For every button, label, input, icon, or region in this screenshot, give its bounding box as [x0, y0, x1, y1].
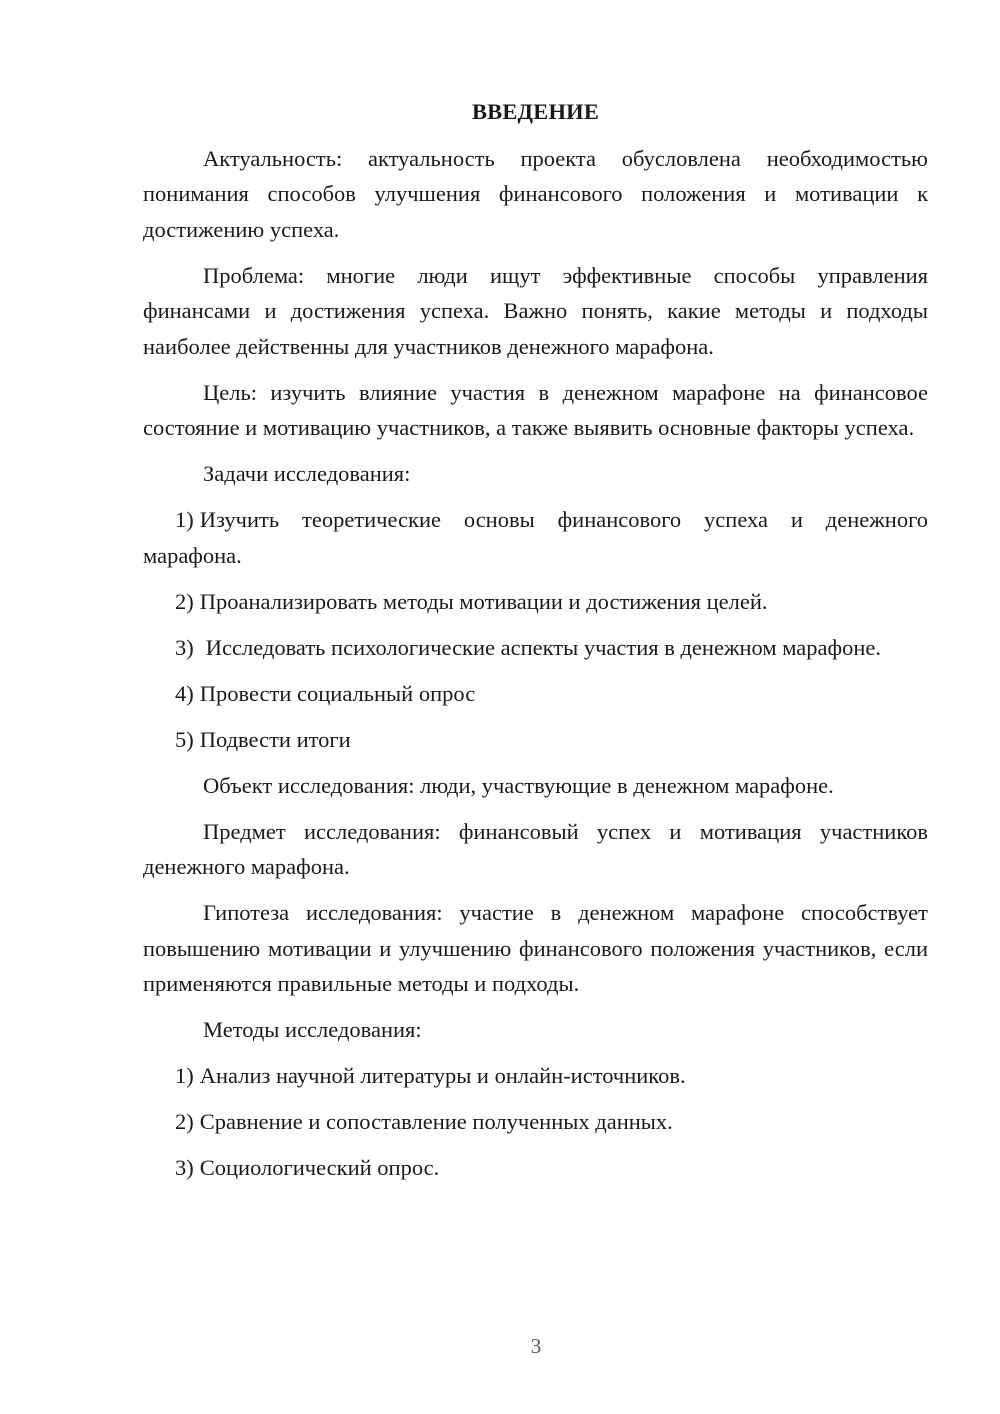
task-number: 1)	[175, 507, 194, 532]
goal-paragraph: Цель: изучить влияние участия в денежном марафоне на финансовое состояние и мотивацию участников, а также выявить основные факторы успеха.	[143, 379, 928, 440]
task-text: Подвести итоги	[199, 726, 351, 752]
relevance-paragraph: Актуальность: актуальность проекта обусловлена необходимостью понимания способов улучшения финансового положения и мотивации к достижению успеха.	[143, 145, 928, 242]
task-text: Проанализировать методы мотивации и достижения целей.	[199, 588, 768, 614]
task-number: 2)	[175, 588, 194, 614]
page-number: 3	[530, 1334, 542, 1358]
task-item-3	[143, 630, 928, 666]
method-number: 2)	[175, 1109, 194, 1134]
method-text: Сравнение и сопоставление полученных данных.	[199, 1109, 673, 1134]
task-item-5	[143, 722, 928, 758]
object-paragraph: Объект исследования: люди, участвующие в денежном марафоне.	[203, 772, 834, 798]
method-number: 1)	[175, 1063, 194, 1088]
problem-paragraph: Проблема: многие люди ищут эффективные способы управления финансами и достижения успеха. Важно понять, какие методы и подходы наиболее действенны для участников денежного марафона.	[143, 262, 928, 359]
task-number: 4)	[175, 680, 194, 706]
page-title: ВВЕДЕНИЕ	[471, 99, 600, 124]
task-text: Исследовать психологические аспекты участия в денежном марафоне.	[205, 634, 882, 660]
method-item-1	[143, 1058, 928, 1094]
methods-heading: Методы исследования:	[203, 1017, 422, 1042]
method-number: 3)	[175, 1155, 194, 1180]
task-text: Провести социальный опрос	[199, 680, 476, 706]
hypothesis-paragraph: Гипотеза исследования: участие в денежном марафоне способствует повышению мотивации и улучшению финансового положения участников, если применяются правильные методы и подходы.	[143, 900, 928, 996]
method-text: Анализ научной литературы и онлайн-источников.	[199, 1063, 686, 1088]
task-text: Изучить теоретические основы финансового успеха и денежного марафона.	[143, 507, 928, 568]
page-content	[143, 94, 928, 1196]
task-number: 3)	[175, 634, 194, 660]
task-item-1	[143, 502, 928, 573]
method-item-2	[143, 1104, 928, 1140]
tasks-heading: Задачи исследования:	[203, 461, 411, 486]
method-item-3	[143, 1150, 928, 1186]
method-text: Социологический опрос.	[199, 1155, 440, 1180]
subject-paragraph: Предмет исследования: финансовый успех и мотивация участников денежного марафона.	[143, 818, 928, 879]
task-number: 5)	[175, 726, 194, 752]
task-item-2	[143, 584, 928, 620]
task-item-4	[143, 676, 928, 712]
